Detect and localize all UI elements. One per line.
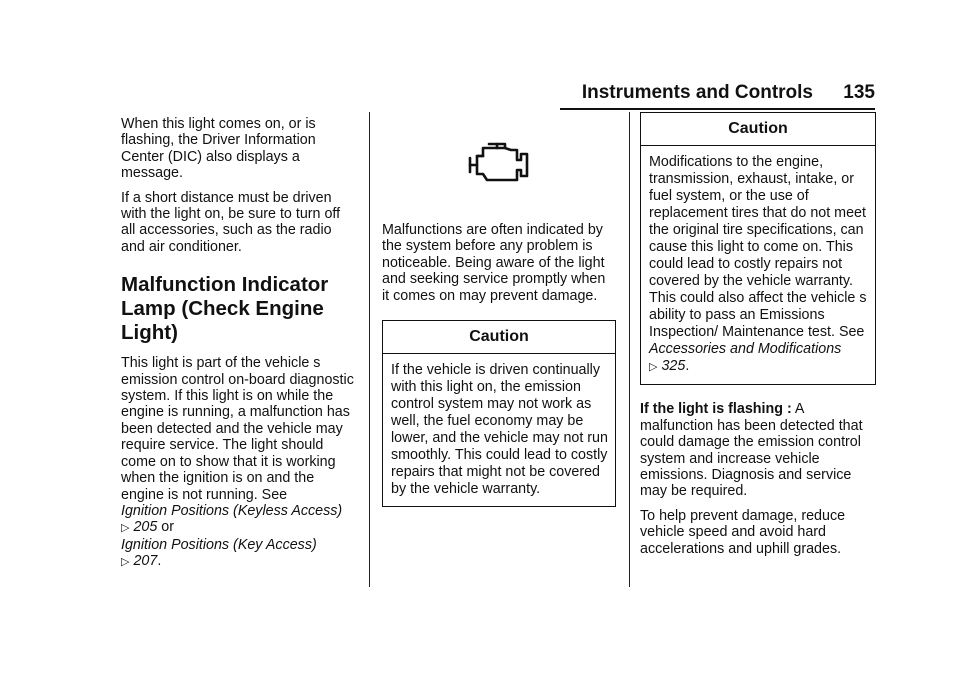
caution-text: If the vehicle is driven continually with this light on, the emission control system may not work as well, the fuel economy may be lower, and the vehicle may not run smoothly. This could lead to costly repairs that might not be covered by the vehicle warranty. <box>391 362 608 498</box>
column-divider <box>629 112 630 587</box>
section-heading: Malfunction Indicator Lamp (Check Engine Light) <box>121 273 329 345</box>
cross-reference-link[interactable] <box>121 503 357 519</box>
column-middle <box>382 110 616 507</box>
caution-body <box>641 146 875 384</box>
paragraph: When this light comes on, or is flashing, the Driver Information Center (DIC) also displays a message. <box>121 116 316 182</box>
reference-page[interactable]: 325 <box>661 358 686 375</box>
reference-title: Accessories and Modifications <box>649 341 842 358</box>
caution-box <box>640 112 876 385</box>
column-right <box>640 112 876 565</box>
page-reference: ▷ 325. <box>649 358 690 375</box>
check-engine-icon <box>467 140 531 186</box>
page-ref-icon: ▷ <box>121 556 130 569</box>
or-text: or <box>161 519 175 536</box>
paragraph: To help prevent damage, reduce vehicle speed and avoid hard accelerations and uphill grades. <box>640 507 846 557</box>
cross-reference-link[interactable] <box>121 537 357 553</box>
paragraph: Malfunctions are often indicated by the system before any problem is noticeable. Being aware of the light and seeking service promptly when it comes on may prevent damage. <box>382 222 606 304</box>
paragraph <box>121 355 357 570</box>
paragraph: If a short distance must be driven with the light on, be sure to turn off all accessories, such as the radio and air conditioner. <box>121 189 341 255</box>
reference-title: Ignition Positions (Keyless Access) <box>121 502 343 519</box>
flashing-label: If the light is flashing : <box>640 401 792 418</box>
page-header <box>560 80 875 110</box>
reference-title: Ignition Positions (Key Access) <box>121 536 317 553</box>
section-title: Instruments and Controls <box>581 82 813 103</box>
paragraph-text: A malfunction has been detected that could damage the emission control system and increase vehicle emissions. Diagnosis and service may be required. <box>640 401 863 500</box>
paragraph-text: This light is part of the vehicle s emission control on-board diagnostic system. If this light is on while the engine is running, a malfunction has been detected and the vehicle may require service. The light should come on to show that it is working when the ignition is on and the engine is not running. See <box>121 355 354 503</box>
column-divider <box>369 112 370 587</box>
page-reference: ▷ 207. <box>121 553 162 570</box>
page-ref-icon: ▷ <box>121 522 130 535</box>
paragraph <box>640 401 876 499</box>
icon-container <box>382 128 616 198</box>
cross-reference-link[interactable] <box>649 341 868 358</box>
column-left <box>121 116 357 579</box>
caution-title: Caution <box>641 113 875 146</box>
caution-box <box>382 320 616 507</box>
reference-page[interactable]: 207 <box>133 553 158 570</box>
page-reference <box>121 519 174 535</box>
caution-title: Caution <box>383 321 615 354</box>
caution-text: Modifications to the engine, transmission, exhaust, intake, or fuel system, or the use of replacement tires that do not meet the original tire specifications, can cause this light to come on. This could lead to costly repairs not covered by the vehicle warranty. This could also affect the vehicle s ability to pass an Emissions Inspection/ Maintenance test. See <box>649 154 867 341</box>
page-ref-icon: ▷ <box>649 361 658 374</box>
page-number: 135 <box>843 82 875 103</box>
reference-page[interactable]: 205 <box>133 519 158 536</box>
